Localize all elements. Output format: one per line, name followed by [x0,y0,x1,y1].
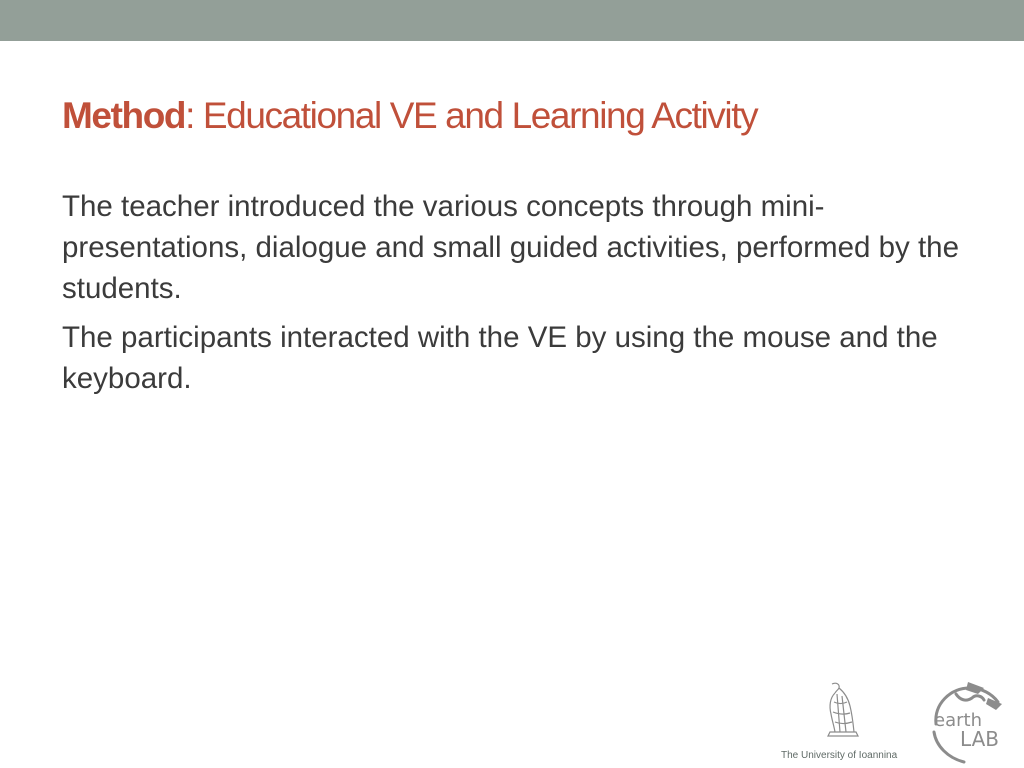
earthlab-logo-text-top: earth [934,710,982,731]
earthlab-logo-text-bottom: LAB [960,727,1000,751]
university-name: The University of Ioannina [781,750,898,761]
slide-title-rest: : Educational VE and Learning Activity [185,95,758,136]
university-statue-icon [820,680,862,738]
body-paragraph-1: The teacher introduced the various concepts through mini-presentations, dialogue and small guided activities, performed by the students. [62,190,959,305]
slide-title [62,93,757,139]
slide-title-keyword: Method [62,95,186,136]
slide-body [62,186,962,407]
top-band [0,0,1024,41]
earthlab-logo-icon [926,680,1008,766]
body-paragraph-2: The participants interacted with the VE by using the mouse and the keyboard. [62,321,938,395]
